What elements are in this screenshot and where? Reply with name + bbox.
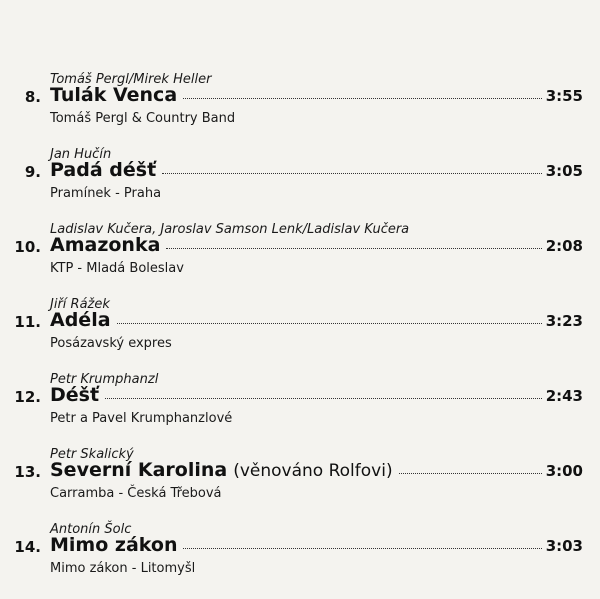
track-duration: 3:00 <box>545 462 583 480</box>
dot-leader <box>162 173 542 174</box>
track-performer: Carramba - Česká Třebová <box>50 486 222 501</box>
track-duration: 3:23 <box>545 312 583 330</box>
track-performer: Tomáš Pergl & Country Band <box>50 111 236 126</box>
track-title-row <box>50 459 583 483</box>
track-number: 12. <box>14 388 41 406</box>
track-title: Mimo zákon <box>50 534 178 556</box>
track-duration: 3:55 <box>545 87 583 105</box>
track-performer: Pramínek - Praha <box>50 186 162 201</box>
track-number: 9. <box>24 163 41 181</box>
track-author: Jiří Rážek <box>50 297 110 312</box>
track-performer: Posázavský expres <box>50 336 172 351</box>
track-author: Petr Krumphanzl <box>50 372 159 387</box>
track-title-row <box>50 384 583 408</box>
track-author: Ladislav Kučera, Jaroslav Samson Lenk/Ladislav Kučera <box>50 222 410 237</box>
track-title: Amazonka <box>50 234 161 256</box>
track-number: 14. <box>14 538 41 556</box>
track-title: Padá déšť <box>50 159 157 181</box>
track-author: Petr Skalický <box>50 447 134 462</box>
track-number: 10. <box>14 238 41 256</box>
track-title: Severní Karolina <box>50 459 228 481</box>
dot-leader <box>117 323 542 324</box>
track-duration: 3:05 <box>545 162 583 180</box>
track-title-row <box>50 234 583 258</box>
track-author: Antonín Šolc <box>50 522 132 537</box>
track-title-row <box>50 309 583 333</box>
track-performer: Petr a Pavel Krumphanzlové <box>50 411 233 426</box>
dot-leader <box>183 548 541 549</box>
track-number: 11. <box>14 313 41 331</box>
track-number: 13. <box>14 463 41 481</box>
track-title-row <box>50 534 583 558</box>
track-duration: 3:03 <box>545 537 583 555</box>
track-title: Adéla <box>50 309 111 331</box>
track-title: Déšť <box>50 384 100 406</box>
track-author: Tomáš Pergl/Mirek Heller <box>50 72 212 87</box>
track-duration: 2:43 <box>545 387 583 405</box>
track-performer: Mimo zákon - Litomyšl <box>50 561 196 576</box>
track-number: 8. <box>24 88 41 106</box>
dot-leader <box>399 473 542 474</box>
track-title: Tulák Venca <box>50 84 178 106</box>
track-performer: KTP - Mladá Boleslav <box>50 261 184 276</box>
track-author: Jan Hučín <box>50 147 112 162</box>
dot-leader <box>166 248 541 249</box>
dot-leader <box>105 398 542 399</box>
dot-leader <box>183 98 542 99</box>
track-title-row <box>50 84 583 108</box>
track-title-row <box>50 159 583 183</box>
track-subtitle: (věnováno Rolfovi) <box>233 461 393 481</box>
track-duration: 2:08 <box>545 237 583 255</box>
